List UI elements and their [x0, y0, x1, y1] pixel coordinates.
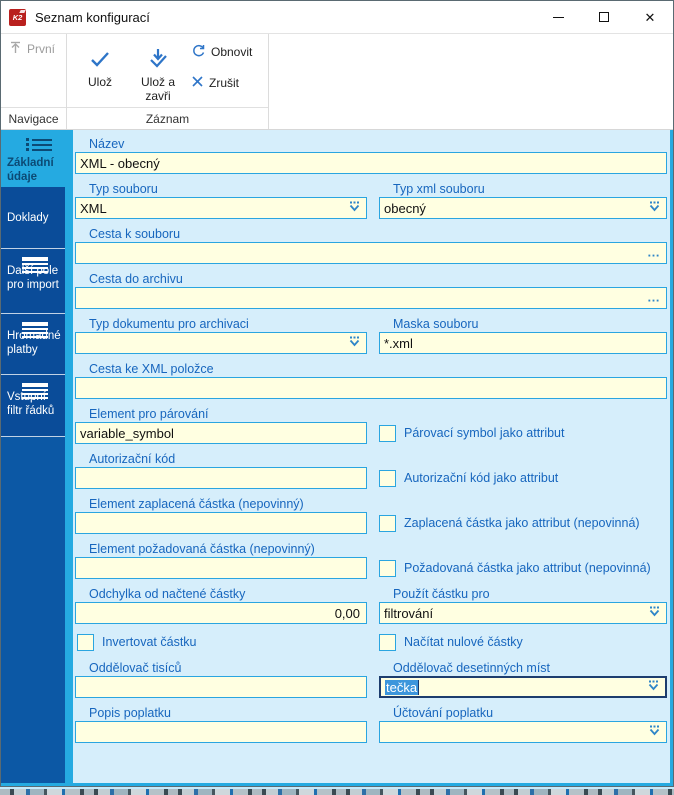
clipped-content-strip — [0, 787, 674, 795]
field-cesta-ke-xml — [75, 361, 667, 399]
content-area — [1, 130, 673, 786]
field-oddelovac-tisicu — [75, 660, 367, 698]
field-label: Cesta do archivu — [89, 272, 183, 286]
sidebar-tab-doklady[interactable] — [1, 187, 65, 249]
field-element-parovani — [75, 406, 367, 444]
cancel-x-icon — [191, 75, 204, 91]
field-uctovani-poplatku — [379, 705, 667, 743]
first-record-label: První — [27, 42, 56, 56]
dropdown-arrow-icon[interactable] — [646, 680, 661, 695]
checkbox-pozadovana-castka[interactable] — [379, 557, 667, 579]
element-zaplacena-input[interactable] — [75, 512, 367, 534]
row-odchylka — [75, 586, 667, 624]
cancel-button[interactable] — [187, 72, 256, 94]
minimize-icon — [553, 17, 564, 18]
checkbox-box[interactable] — [379, 560, 396, 577]
field-label: Autorizační kód — [89, 452, 176, 466]
checkbox-box[interactable] — [379, 634, 396, 651]
ribbon-group-navigace — [1, 34, 67, 129]
dropdown-arrow-icon[interactable] — [347, 336, 362, 351]
row-element-pozadovana — [75, 541, 667, 579]
cesta-ke-xml-input[interactable] — [75, 377, 667, 399]
cancel-label: Zrušit — [209, 76, 239, 90]
field-label: Oddělovač desetinných míst — [393, 661, 551, 675]
row-standalone-checkboxes — [75, 631, 667, 653]
field-typ-dokumentu — [75, 316, 367, 354]
field-label: Cesta k souboru — [89, 227, 181, 241]
checkbox-label: Invertovat částku — [102, 635, 197, 649]
checkbox-parovaci-symbol[interactable] — [379, 422, 667, 444]
browse-ellipsis-icon[interactable]: … — [647, 244, 661, 260]
checkbox-label: Požadovaná částka jako attribut (nepovinná) — [404, 561, 651, 575]
element-parovani-input[interactable]: variable_symbol — [75, 422, 367, 444]
popis-poplatku-input[interactable] — [75, 721, 367, 743]
tab-label: Základní údaje — [7, 157, 54, 183]
config-form — [73, 130, 670, 783]
group-label-navigace: Navigace — [1, 107, 66, 129]
typ-xml-souboru-dropdown[interactable]: obecný — [379, 197, 667, 219]
field-autorizacni-kod — [75, 451, 367, 489]
minimize-button[interactable] — [535, 1, 581, 33]
row-typ-souboru — [75, 181, 667, 219]
save-and-close-icon — [145, 42, 171, 76]
field-popis-poplatku — [75, 705, 367, 743]
checkbox-invertovat-castku[interactable] — [75, 631, 367, 653]
pouzit-castku-dropdown[interactable]: filtrování — [379, 602, 667, 624]
field-label: Element zaplacená částka (nepovinný) — [89, 497, 304, 511]
row-element-zaplacena — [75, 496, 667, 534]
field-element-zaplacena — [75, 496, 367, 534]
field-label: Popis poplatku — [89, 706, 172, 720]
row-oddelovace — [75, 660, 667, 698]
checkbox-label: Párovací symbol jako attribut — [404, 426, 565, 440]
checkbox-nacitat-nulove[interactable] — [379, 631, 667, 653]
field-pouzit-castku — [379, 586, 667, 624]
maska-souboru-input[interactable]: *.xml — [379, 332, 667, 354]
field-label: Cesta ke XML položce — [89, 362, 214, 376]
odchylka-input[interactable]: 0,00 — [75, 602, 367, 624]
cesta-k-souboru-input[interactable] — [75, 242, 667, 264]
checkbox-box[interactable] — [379, 515, 396, 532]
tab-label: Doklady — [7, 211, 49, 224]
save-button[interactable] — [71, 38, 129, 90]
dropdown-arrow-icon[interactable] — [647, 201, 662, 216]
tab-label: Další pole pro import — [7, 265, 59, 291]
sidebar-tab-dalsi-pole-pro-import[interactable] — [1, 249, 65, 314]
checkbox-box[interactable] — [77, 634, 94, 651]
field-label: Typ xml souboru — [393, 182, 485, 196]
ribbon — [1, 33, 673, 130]
field-odchylka — [75, 586, 367, 624]
tab-label: Vstupní filtr řádků — [7, 391, 55, 417]
window-controls — [535, 1, 673, 33]
save-check-icon — [87, 42, 113, 76]
field-label: Oddělovač tisíců — [89, 661, 182, 675]
cesta-do-archivu-input[interactable] — [75, 287, 667, 309]
refresh-icon — [191, 43, 206, 61]
text-caret — [418, 680, 419, 695]
tab-label: Hromadné platby — [7, 330, 61, 356]
sidebar-tab-hromadne-platby[interactable] — [1, 314, 65, 375]
element-pozadovana-input[interactable] — [75, 557, 367, 579]
row-poplatky — [75, 705, 667, 743]
go-first-icon — [9, 41, 22, 57]
field-label: Odchylka od načtené částky — [89, 587, 246, 601]
field-cesta-k-souboru — [75, 226, 667, 264]
field-label: Účtování poplatku — [393, 706, 494, 720]
checkbox-label: Načítat nulové částky — [404, 635, 523, 649]
oddelovac-desetinnych-dropdown[interactable] — [379, 676, 667, 698]
maximize-icon — [599, 12, 609, 22]
typ-souboru-dropdown[interactable]: XML — [75, 197, 367, 219]
field-label: Maska souboru — [393, 317, 479, 331]
oddelovac-tisicu-input[interactable] — [75, 676, 367, 698]
field-label: Element požadovaná částka (nepovinný) — [89, 542, 315, 556]
checkbox-box[interactable] — [379, 470, 396, 487]
field-nazev — [75, 136, 667, 174]
selected-text: tečka — [386, 679, 418, 695]
title-bar — [1, 1, 673, 33]
sidebar-filler — [1, 437, 65, 783]
sidebar-tab-vstupni-filtr-radku[interactable] — [1, 375, 65, 437]
refresh-label: Obnovit — [211, 45, 253, 59]
row-typ-dokumentu — [75, 316, 667, 354]
window-title: Seznam konfigurací — [35, 9, 150, 25]
ribbon-empty-area — [269, 34, 673, 129]
nazev-input[interactable]: XML - obecný — [75, 152, 667, 174]
checkbox-label: Zaplacená částka jako attribut (nepovinná) — [404, 516, 640, 530]
field-label: Použít částku pro — [393, 587, 490, 601]
row-autorizacni-kod — [75, 451, 667, 489]
sidebar — [1, 130, 73, 783]
row-element-parovani — [75, 406, 667, 444]
checkbox-zaplacena-castka[interactable] — [379, 512, 667, 534]
dropdown-arrow-icon[interactable] — [347, 201, 362, 216]
field-oddelovac-desetinnych — [379, 660, 667, 698]
ribbon-group-zaznam — [67, 34, 269, 129]
close-icon: ✕ — [644, 9, 656, 25]
refresh-button[interactable] — [187, 40, 256, 64]
field-typ-souboru — [75, 181, 367, 219]
autorizacni-kod-input[interactable] — [75, 467, 367, 489]
app-icon: K2 — [9, 9, 26, 26]
save-and-close-button[interactable] — [129, 38, 187, 104]
field-maska-souboru — [379, 316, 667, 354]
save-label: Ulož — [87, 75, 112, 89]
dropdown-arrow-icon[interactable] — [647, 725, 662, 740]
maximize-button[interactable] — [581, 1, 627, 33]
first-record-button[interactable] — [5, 38, 59, 60]
active-tab-accent-strip — [65, 130, 73, 783]
field-label: Element pro párování — [89, 407, 209, 421]
group-label-zaznam: Záznam — [67, 107, 268, 129]
save-and-close-label: Ulož a zavři — [140, 75, 175, 103]
checkbox-label: Autorizační kód jako attribut — [404, 471, 559, 485]
field-typ-xml-souboru — [379, 181, 667, 219]
checkbox-autorizacni-kod[interactable] — [379, 467, 667, 489]
field-cesta-do-archivu — [75, 271, 667, 309]
field-label: Název — [89, 137, 125, 151]
browse-ellipsis-icon[interactable]: … — [647, 289, 661, 305]
field-label: Typ dokumentu pro archivaci — [89, 317, 249, 331]
checkbox-box[interactable] — [379, 425, 396, 442]
field-label: Typ souboru — [89, 182, 158, 196]
dropdown-arrow-icon[interactable] — [647, 606, 662, 621]
close-button[interactable] — [627, 1, 673, 33]
sidebar-tab-zakladni-udaje[interactable] — [1, 130, 73, 187]
list-lines-icon — [7, 255, 62, 261]
list-lines-icon — [7, 381, 62, 387]
typ-dokumentu-dropdown[interactable] — [75, 332, 367, 354]
bulleted-list-icon — [7, 136, 70, 153]
field-element-pozadovana — [75, 541, 367, 579]
uctovani-poplatku-dropdown[interactable] — [379, 721, 667, 743]
list-lines-icon — [7, 320, 62, 326]
